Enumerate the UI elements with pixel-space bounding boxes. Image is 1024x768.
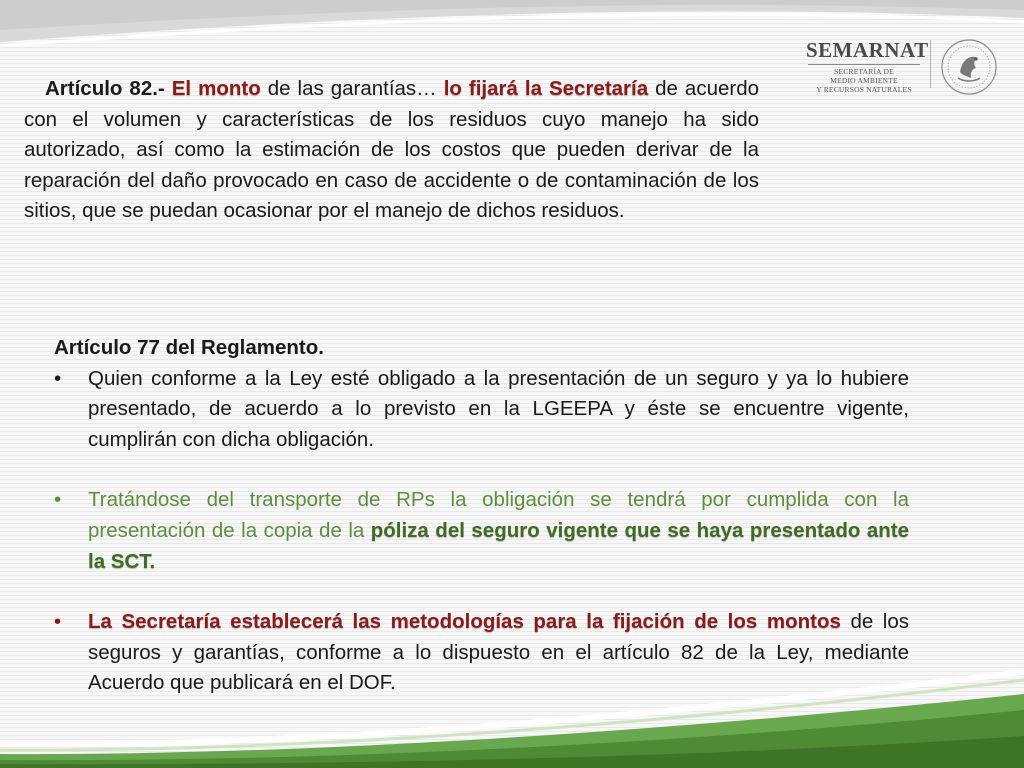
logo-rule — [808, 64, 920, 65]
semarnat-logo — [800, 38, 1000, 98]
logo-subtitle-line: MEDIO AMBIENTE — [830, 76, 898, 85]
highlight-secretaria: lo fijará la Secretaría — [443, 77, 649, 100]
highlight-el-monto: El monto — [171, 77, 261, 100]
bullet-item — [54, 364, 909, 456]
bullet-highlight: La Secretaría establecerá las metodologías para la fijación de los montos — [88, 610, 841, 634]
bullet-text: de los seguros y garantías, conforme a lo dispuesto en el artículo 82 de la Ley, mediante Acuerdo que publicará en el DOF. — [88, 610, 909, 695]
bullet-text: Tratándose del transporte de RPs la obligación se tendrá por cumplida con la presentación de la copia de la — [88, 488, 909, 542]
bullet-text: Quien conforme a la Ley esté obligado a la presentación de un seguro y ya lo hubiere presentado, de acuerdo a lo previsto en la LGEEPA y éste se encuentre vigente, cumplirán con dicha obligación. — [88, 366, 909, 451]
bullet-highlight: póliza del seguro vigente que se haya presentado ante la SCT. — [88, 518, 909, 573]
bullet-dot-icon: • — [54, 610, 62, 634]
bullet-dot-icon: • — [54, 366, 62, 390]
bullet-dot-icon: • — [54, 488, 62, 512]
logo-subtitle-line: Y RECURSOS NATURALES — [816, 85, 912, 94]
article-82-lead: Artículo 82.- — [45, 77, 172, 100]
logo-name: SEMARNAT — [806, 38, 929, 62]
logo-divider — [930, 40, 931, 88]
paragraph-text-2: de acuerdo con el volumen y características de los residuos cuyo manejo ha sido autorizado, así como la estimación de los costos que pueden derivar de la reparación del daño provocado en caso de accidente o de contaminación de los sitios, que se puedan ocasionar por el manejo de dichos residuos. — [24, 77, 760, 223]
section-title: Artículo 77 del Reglamento. — [54, 336, 324, 359]
logo-subtitle-line: SECRETARÍA DE — [834, 67, 894, 76]
paragraph-text-1: de las garantías… — [260, 77, 444, 100]
bottom-swoosh-decoration — [0, 658, 1024, 768]
bullet-list — [54, 364, 909, 699]
bullet-item — [54, 485, 909, 577]
national-seal-icon — [940, 38, 998, 96]
article-77-section — [54, 333, 909, 699]
logo-subtitle — [808, 67, 920, 94]
article-82-paragraph — [24, 74, 759, 227]
